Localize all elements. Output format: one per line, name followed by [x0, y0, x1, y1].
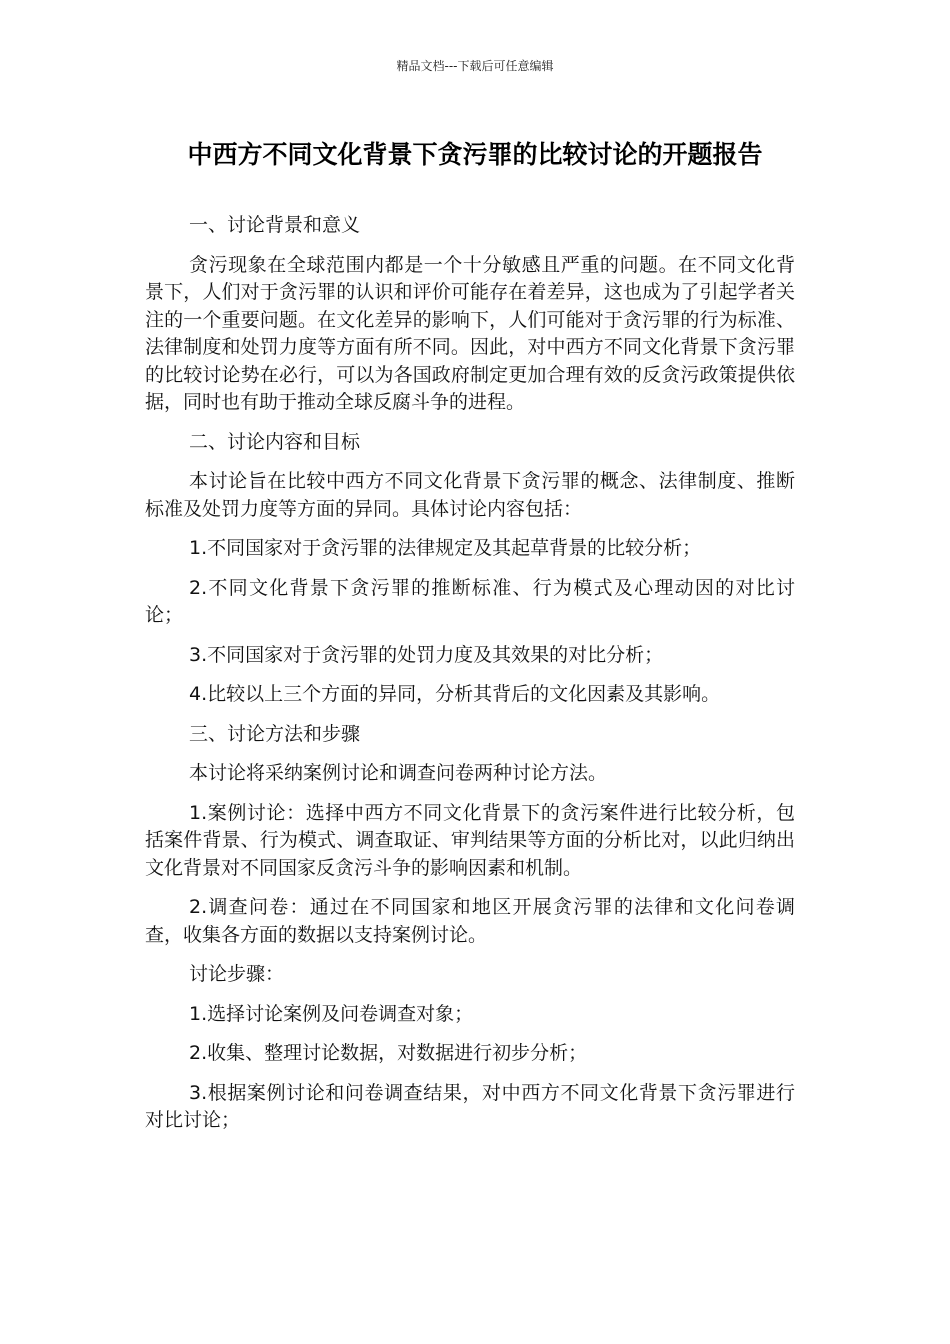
paragraph-methods-intro: 本讨论将采纳案例讨论和调查问卷两种讨论方法。	[189, 762, 608, 784]
list-item-content-1: 1.不同国家对于贪污罪的法律规定及其起草背景的比较分析；	[189, 537, 702, 559]
list-item-content-2: 2.不同文化背景下贪污罪的推断标准、行为模式及心理动因的对比讨论；	[145, 576, 795, 626]
list-item-content-4: 4.比较以上三个方面的异同，分析其背后的文化因素及其影响。	[189, 683, 721, 705]
document-body	[145, 212, 795, 1147]
list-item-step-3: 3.根据案例讨论和问卷调查结果，对中西方不同文化背景下贪污罪进行对比讨论；	[145, 1081, 795, 1131]
list-item-step-2: 2.收集、整理讨论数据，对数据进行初步分析；	[189, 1042, 588, 1064]
steps-heading: 讨论步骤：	[189, 963, 285, 985]
list-item-method-1: 1.案例讨论：选择中西方不同文化背景下的贪污案件进行比较分析，包括案件背景、行为模式、调查取证、审判结果等方面的分析比对，以此归纳出文化背景对不同国家反贪污斗争的影响因素和机制。	[145, 801, 795, 879]
paragraph-content-intro: 本讨论旨在比较中西方不同文化背景下贪污罪的概念、法律制度、推断标准及处罚力度等方面的异同。具体讨论内容包括：	[145, 470, 795, 520]
header-note: 精品文档---下载后可任意编辑	[396, 59, 554, 73]
list-item-method-2: 2.调查问卷：通过在不同国家和地区开展贪污罪的法律和文化问卷调查，收集各方面的数据以支持案例讨论。	[145, 896, 795, 946]
list-item-content-3: 3.不同国家对于贪污罪的处罚力度及其效果的对比分析；	[189, 643, 664, 666]
document-title: 中西方不同文化背景下贪污罪的比较讨论的开题报告	[187, 140, 763, 169]
list-item-step-1: 1.选择讨论案例及问卷调查对象；	[189, 1002, 474, 1025]
paragraph-background: 贪污现象在全球范围内都是一个十分敏感且严重的问题。在不同文化背景下，人们对于贪污罪的认识和评价可能存在着差异，这也成为了引起学者关注的一个重要问题。在文化差异的影响下，人们可能对于贪污罪的行为标准、法律制度和处罚力度等方面有所不同。因此，对中西方不同文化背景下贪污罪的比较讨论势在必行，可以为各国政府制定更加合理有效的反贪污政策提供依据，同时也有助于推动全球反腐斗争的进程。	[145, 253, 795, 413]
section-heading-content: 二、讨论内容和目标	[189, 430, 361, 453]
section-heading-background: 一、讨论背景和意义	[189, 214, 361, 236]
section-heading-methods: 三、讨论方法和步骤	[189, 722, 361, 745]
